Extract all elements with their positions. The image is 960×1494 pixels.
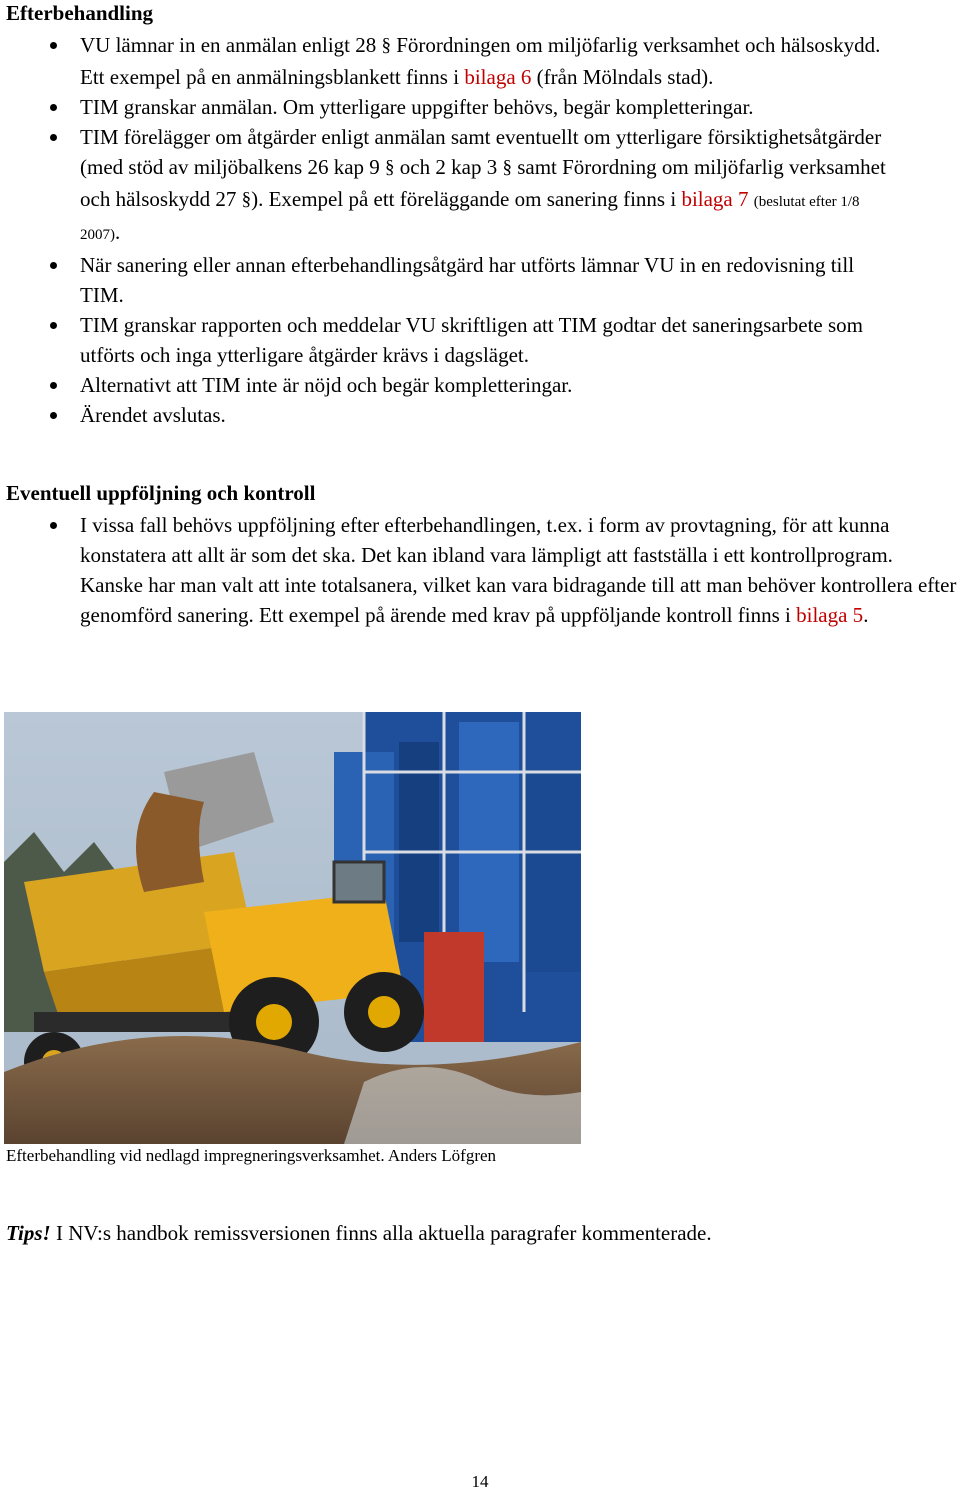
section-heading-efterbehandling: Efterbehandling bbox=[6, 1, 154, 25]
list-item: VU lämnar in en anmälan enligt 28 § Förordningen om miljöfarlig verksamhet och hälsoskydd. Ett exempel på en anmälningsblankett finns i bilaga 6 (från Mölndals stad). bbox=[0, 30, 900, 92]
section-sign: § bbox=[385, 157, 395, 178]
bullet-icon bbox=[50, 382, 57, 389]
uppfoljning-list bbox=[0, 510, 960, 630]
bullet-icon bbox=[50, 322, 57, 329]
tips-label: Tips! bbox=[6, 1221, 51, 1245]
list-item: TIM granskar rapporten och meddelar VU skriftligen att TIM godtar det saneringsarbete som utförts och inga ytterligare åtgärder krävs i dagsläget. bbox=[0, 310, 900, 370]
bullet-icon bbox=[50, 522, 57, 529]
efterbehandling-list bbox=[0, 30, 900, 430]
bullet-icon bbox=[50, 134, 57, 141]
link-bilaga-7[interactable]: bilaga 7 bbox=[681, 187, 749, 211]
link-bilaga-6[interactable]: bilaga 6 bbox=[464, 65, 532, 89]
tips-note bbox=[6, 1218, 712, 1248]
bullet-icon bbox=[50, 412, 57, 419]
list-item: När sanering eller annan efterbehandlingsåtgärd har utförts lämnar VU in en redovisning till TIM. bbox=[0, 250, 900, 310]
page-number: 14 bbox=[471, 1472, 489, 1491]
section-sign: § bbox=[502, 157, 512, 178]
list-item: Ärendet avslutas. bbox=[0, 400, 900, 430]
tips-text: I NV:s handbok remissversionen finns alla aktuella paragrafer kommenterade. bbox=[50, 1221, 712, 1245]
figure-caption: Efterbehandling vid nedlagd impregneringsverksamhet. Anders Löfgren bbox=[6, 1146, 497, 1165]
list-item: TIM granskar anmälan. Om ytterligare uppgifter behövs, begär kompletteringar. bbox=[0, 92, 900, 122]
section-sign: § bbox=[241, 189, 252, 210]
bullet-icon bbox=[50, 42, 57, 49]
list-item: Alternativt att TIM inte är nöjd och begär kompletteringar. bbox=[0, 370, 900, 400]
photo-illustration bbox=[4, 712, 581, 1144]
section-heading-uppfoljning: Eventuell uppföljning och kontroll bbox=[6, 481, 316, 505]
list-item: I vissa fall behövs uppföljning efter efterbehandlingen, t.ex. i form av provtagning, för att kunna konstatera att allt är som det ska. Det kan ibland vara lämpligt att fastställa i ett kontrollprogram. Kanske har man valt att inte totalsanera, vilket kan vara bidragande till att man behöver kontrollera efter genomförd sanering. Ett exempel på ärende med krav på uppföljande kontroll finns i bilaga 5. bbox=[0, 510, 960, 630]
section-sign: § bbox=[381, 35, 391, 56]
decision-note: (beslutat efter 1/8 2007) bbox=[80, 194, 860, 243]
bullet-icon bbox=[50, 262, 57, 269]
list-item: TIM förelägger om åtgärder enligt anmälan samt eventuellt om ytterligare försiktighetsåtgärder (med stöd av miljöbalkens 26 kap 9 § och 2 kap 3 § samt Förordning om miljöfarlig verksamhet och hälsoskydd 27 §). Exempel på ett föreläggande om sanering finns i bilaga 7 (beslutat efter 1/8 2007). bbox=[0, 122, 900, 250]
link-bilaga-5[interactable]: bilaga 5 bbox=[796, 603, 864, 627]
bullet-icon bbox=[50, 104, 57, 111]
wheel-loader-photo bbox=[4, 712, 581, 1144]
